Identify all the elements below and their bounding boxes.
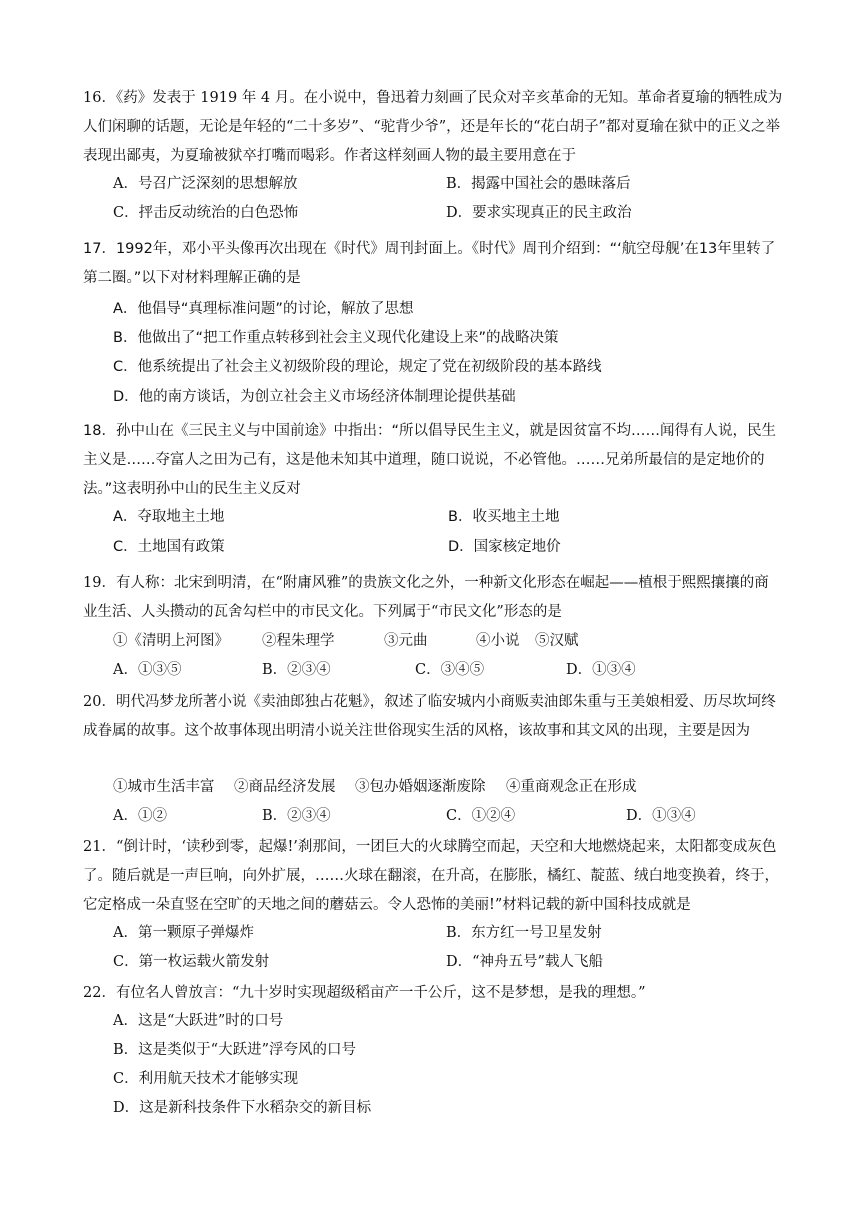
q19-item-4: ④小说	[476, 633, 520, 649]
q17-option-a: A．他倡导“真理标准问题”的讨论，解放了思想	[113, 301, 414, 317]
q19-item-5: ⑤汉赋	[535, 633, 579, 649]
q22-option-b: B．这是类似于“大跃进”浮夸风的口号	[113, 1042, 356, 1058]
q17-option-d: D．他的南方谈话，为创立社会主义市场经济体制理论提供基础	[113, 389, 516, 405]
q18-option-b: B．收买地主土地	[448, 509, 560, 525]
q20-item-2: ②商品经济发展	[234, 779, 336, 795]
question-19-stem: 19．有人称：北宋到明清，在“附庸风雅”的贵族文化之外，一种新文化形态在崛起——植根于熙熙攘攘的商业生活、人头攒动的瓦舍勾栏中的市民文化。下列属于“市民文化”形态的是	[83, 575, 769, 620]
q19-option-b: B．②③④	[262, 662, 331, 678]
q22-option-a: A．这是“大跃进”时的口号	[113, 1013, 284, 1029]
q19-item-3: ③元曲	[384, 633, 428, 649]
question-20-stem: 20．明代冯梦龙所著小说《卖油郎独占花魁》，叙述了临安城内小商贩卖油郎朱重与王美娘相爱、历尽坎坷终成眷属的故事。这个故事体现出明清小说关注世俗现实生活的风格，该故事和其文风的出现，主要是因为	[83, 694, 776, 739]
q17-option-c: C．他系统提出了社会主义初级阶段的理论，规定了党在初级阶段的基本路线	[113, 359, 602, 375]
q16-option-a: A．号召广泛深刻的思想解放	[113, 176, 298, 192]
q19-option-c: C．③④⑤	[415, 662, 485, 678]
q22-option-c: C．利用航天技术才能够实现	[113, 1071, 299, 1087]
q21-option-c: C．第一枚运载火箭发射	[113, 954, 270, 970]
q19-option-a: A．①③⑤	[113, 662, 182, 678]
q18-option-d: D．国家核定地价	[448, 539, 561, 555]
q19-item-2: ②程朱理学	[262, 633, 335, 649]
q20-option-a: A．①②	[113, 808, 167, 824]
question-16-stem: 16．《药》发表于 1919 年 4 月。在小说中，鲁迅着力刻画了民众对辛亥革命的无知。革命者夏瑜的牺牲成为人们闲聊的话题，无论是年轻的“二十多岁”、“驼背少爷”，还是年长的“花白胡子”都对夏瑜在狱中的正义之举表现出鄙夷，为夏瑜被狱卒打嘴而喝彩。作者这样刻画人物的最主要用意在于	[83, 90, 783, 164]
question-17-stem: 17．1992年，邓小平头像再次出现在《时代》周刊封面上。《时代》周刊介绍到：“‘航空母舰’在13年里转了第二圈。”以下对材料理解正确的是	[83, 241, 776, 286]
question-22-stem: 22．有位名人曾放言：“九十岁时实现超级稻亩产一千公斤，这不是梦想，是我的理想。”	[83, 985, 646, 1001]
q21-option-b: B．东方红一号卫星发射	[446, 925, 602, 941]
q20-option-c: C．①②④	[446, 808, 516, 824]
q16-option-d: D．要求实现真正的民主政治	[446, 205, 632, 221]
q20-item-1: ①城市生活丰富	[113, 779, 215, 795]
q18-option-c: C．土地国有政策	[113, 539, 225, 555]
q19-option-d: D．①③④	[566, 662, 636, 678]
q20-option-b: B．②③④	[262, 808, 331, 824]
q16-option-c: C．抨击反动统治的白色恐怖	[113, 205, 299, 221]
q17-option-b: B．他做出了“把工作重点转移到社会主义现代化建设上来”的战略决策	[113, 330, 559, 346]
q21-option-d: D．“神舟五号”载人飞船	[446, 954, 603, 970]
q19-item-1: ①《清明上河图》	[113, 633, 229, 649]
q16-option-b: B．揭露中国社会的愚昧落后	[446, 176, 631, 192]
q18-option-a: A．夺取地主土地	[113, 509, 225, 525]
q20-item-4: ④重商观念正在形成	[506, 779, 637, 795]
q22-option-d: D．这是新科技条件下水稻杂交的新目标	[113, 1100, 372, 1116]
q21-option-a: A．第一颗原子弹爆炸	[113, 925, 254, 941]
q20-item-3: ③包办婚姻逐渐废除	[355, 779, 486, 795]
q20-option-d: D．①③④	[626, 808, 696, 824]
question-18-stem: 18．孙中山在《三民主义与中国前途》中指出：“所以倡导民生主义，就是因贫富不均……闻得有人说，民生主义是……夺富人之田为己有，这是他未知其中道理，随口说说，不必管他。……兄弟所最信的是定地价的法。”这表明孙中山的民生主义反对	[83, 423, 776, 497]
question-21-stem: 21．“倒计时，‘读秒到零，起爆!’刹那间，一团巨大的火球腾空而起，天空和大地燃烧起来，太阳都变成灰色了。随后就是一声巨响，向外扩展，……火球在翻滚，在升高，在膨胀，橘红、靛蓝、绒白地变换着，终于，它定格成一朵直竖在空旷的天地之间的蘑菇云。令人恐怖的美丽!”材料记载的新中国科技成就是	[83, 839, 779, 913]
